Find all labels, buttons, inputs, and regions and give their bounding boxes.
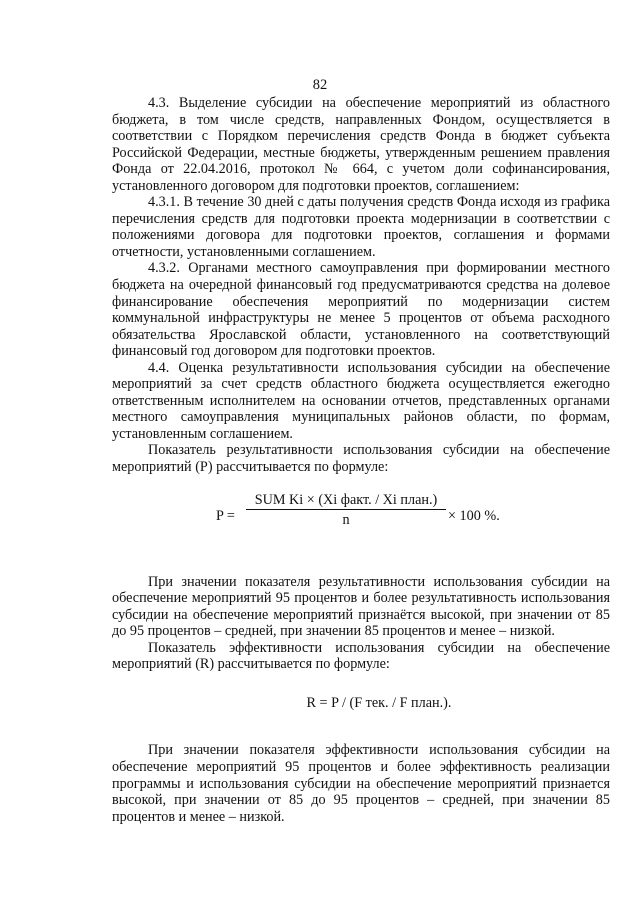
formula-p-fraction (246, 492, 446, 529)
document-body (112, 95, 610, 825)
formula-r: R = P / (F тек. / F план.). (306, 694, 452, 711)
formula-p-rhs: × 100 %. (448, 507, 500, 524)
paragraph-effectiveness-intro: Показатель результативности использования субсидии на обеспечение мероприятий (P) рассчитывается по формуле: (112, 442, 610, 476)
paragraph-4-3-2: 4.3.2. Органами местного самоуправления при формировании местного бюджета на очередной финансовый год предусматриваются средства на долевое финансирование обеспечения мероприятий по модернизации систем коммунальной инфраструктуры не менее 5 процентов от объема расходного обязательства Ярославской области, установленного на соответствующий финансовый год договором для подготовки проектов. (112, 260, 610, 360)
formula-p-numerator: SUM Ki × (Xi факт. / Xi план.) (246, 492, 446, 511)
formula-p-lhs: P = (216, 507, 235, 524)
paragraph-4-3-1: 4.3.1. В течение 30 дней с даты получения средств Фонда исходя из графика перечисления средств для подготовки проекта модернизации в соответствии с положениями договора для подготовки проектов, соглашения и формами отчетности, установленными соглашением. (112, 194, 610, 260)
paragraph-efficiency-intro: Показатель эффективности использования субсидии на обеспечение мероприятий (R) рассчитывается по формуле: (112, 639, 610, 673)
paragraph-4-4: 4.4. Оценка результативности использования субсидии на обеспечение мероприятий за счет средств областного бюджета осуществляется ежегодно ответственным исполнителем на основании отчетов, представленных органами местного самоуправления муниципальных районов области, по формам, установленным соглашением. (112, 359, 610, 442)
paragraph-4-3: 4.3. Выделение субсидии на обеспечение мероприятий из областного бюджета, в том числе средств, направленных Фондом, осуществляется в соответствии с Порядком перечисления средств Фонда в бюджет субъекта Российской Федерации, местные бюджеты, утвержденным решением правления Фонда от 22.04.2016, протокол № 664, с учетом доли софинансирования, установленного договором для подготовки проектов, соглашением: (112, 95, 610, 194)
formula-p (112, 492, 610, 542)
paragraph-efficiency-thresholds: При значении показателя эффективности использования субсидии на обеспечение мероприятий 95 процентов и более эффективность реализации программы и использования субсидии на обеспечение мероприятий признается высокой, при значении от 85 до 95 процентов – средней, при значении 85 процентов и менее – низкой. (112, 742, 610, 825)
formula-p-denominator: n (342, 512, 350, 529)
paragraph-result-thresholds: При значении показателя результативности использования субсидии на обеспечение мероприятий 95 процентов и более результативность использования субсидии на обеспечение мероприятий признаётся высокой, при значении от 85 до 95 процентов – средней, при значении 85 процентов и менее – низкой. (112, 573, 610, 640)
page-number: 82 (312, 77, 328, 93)
